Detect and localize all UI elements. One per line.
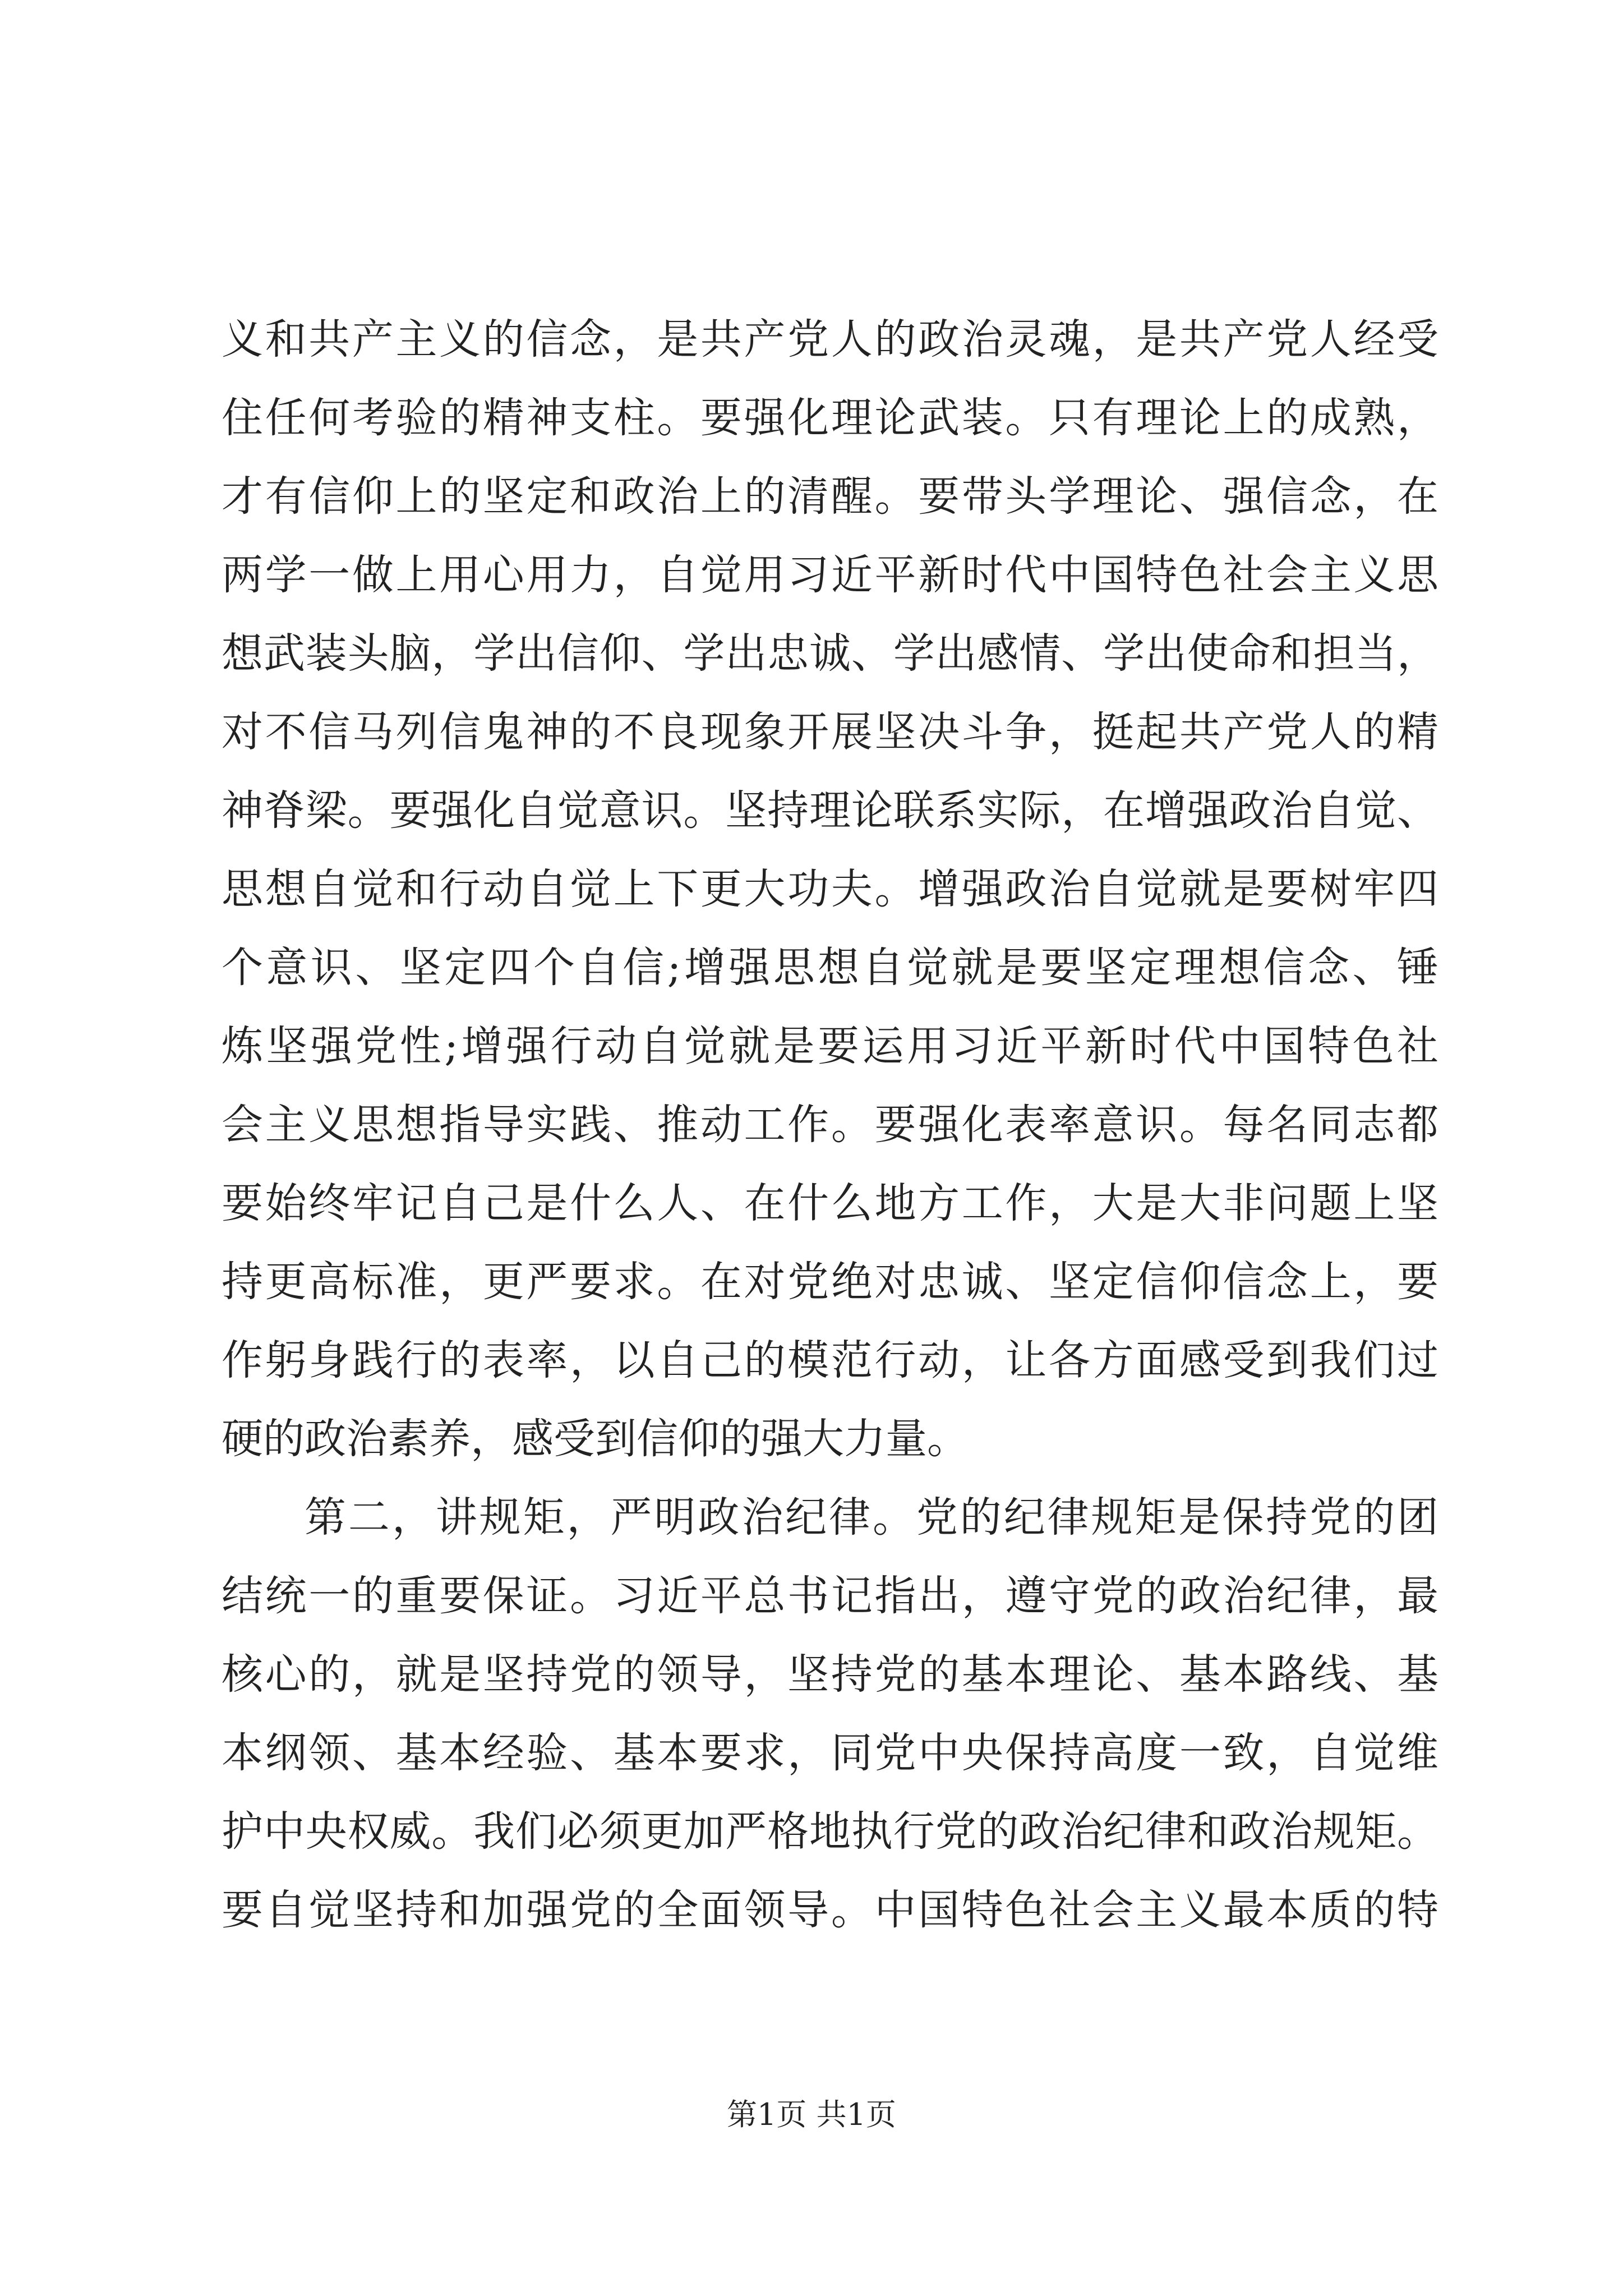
text-line: 本纲领、基本经验、基本要求，同党中央保持高度一致，自觉维 <box>222 1729 1438 1777</box>
paragraph-start-line: 第二，讲规矩，严明政治纪律。党的纪律规矩是保持党的团 <box>305 1493 1438 1542</box>
text-line: 对不信马列信鬼神的不良现象开展坚决斗争，挺起共产党人的精 <box>222 708 1438 756</box>
text-line: 思想自觉和行动自觉上下更大功夫。增强政治自觉就是要树牢四 <box>222 865 1438 913</box>
text-line: 核心的，就是坚持党的领导，坚持党的基本理论、基本路线、基 <box>222 1650 1438 1699</box>
text-line: 炼坚强党性;增强行动自觉就是要运用习近平新时代中国特色社 <box>222 1022 1438 1070</box>
text-line: 结统一的重要保证。习近平总书记指出，遵守党的政治纪律，最 <box>222 1572 1438 1620</box>
text-line: 会主义思想指导实践、推动工作。要强化表率意识。每名同志都 <box>222 1101 1438 1149</box>
text-line: 才有信仰上的坚定和政治上的清醒。要带头学理论、强信念，在 <box>222 472 1438 521</box>
text-line: 要自觉坚持和加强党的全面领导。中国特色社会主义最本质的特 <box>222 1886 1438 1934</box>
text-line: 要始终牢记自己是什么人、在什么地方工作，大是大非问题上坚 <box>222 1179 1438 1227</box>
text-line: 硬的政治素养，感受到信仰的强大力量。 <box>222 1415 969 1463</box>
text-line: 住任何考验的精神支柱。要强化理论武装。只有理论上的成熟， <box>222 394 1438 442</box>
text-line: 作躬身践行的表率，以自己的模范行动，让各方面感受到我们过 <box>222 1336 1438 1384</box>
text-line: 个意识、坚定四个自信;增强思想自觉就是要坚定理想信念、锤 <box>222 944 1438 992</box>
text-line: 护中央权威。我们必须更加严格地执行党的政治纪律和政治规矩。 <box>222 1807 1438 1856</box>
text-line: 持更高标准，更严要求。在对党绝对忠诚、坚定信仰信念上，要 <box>222 1258 1438 1306</box>
page-footer: 第1页 共1页 <box>727 2097 896 2132</box>
text-line: 想武装头脑，学出信仰、学出忠诚、学出感情、学出使命和担当， <box>222 629 1438 678</box>
text-line: 神脊梁。要强化自觉意识。坚持理论联系实际，在增强政治自觉、 <box>222 786 1438 835</box>
text-line: 两学一做上用心用力，自觉用习近平新时代中国特色社会主义思 <box>222 551 1438 599</box>
text-line: 义和共产主义的信念，是共产党人的政治灵魂，是共产党人经受 <box>222 315 1438 364</box>
